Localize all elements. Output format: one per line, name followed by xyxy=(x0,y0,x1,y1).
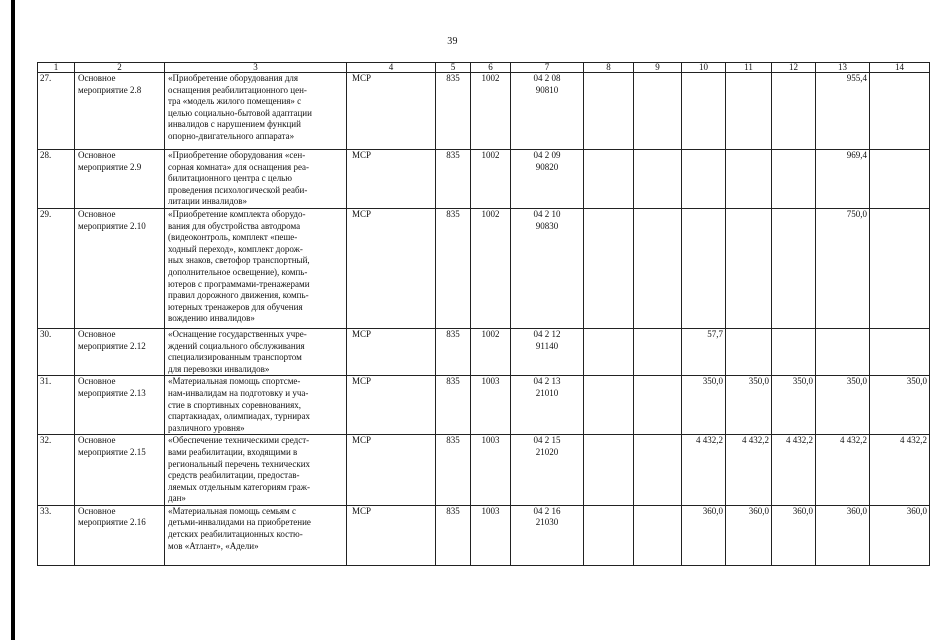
measure-title: «Оснащение государственных учре- ждений социального обслуживания специализированным транспортом для перевозки инвалидов» xyxy=(165,328,347,375)
value-col-12: 360,0 xyxy=(772,505,816,565)
column-header-3: 3 xyxy=(165,63,347,73)
value-col-12 xyxy=(772,328,816,375)
value-col-12 xyxy=(772,150,816,209)
value-col-11 xyxy=(726,73,772,150)
column-header-1: 1 xyxy=(38,63,75,73)
grbs-code: 835 xyxy=(436,435,471,506)
section-code: 1002 xyxy=(471,328,511,375)
target-article-code: 04 2 09 90820 xyxy=(511,150,584,209)
value-col-13: 750,0 xyxy=(816,208,870,328)
section-code: 1003 xyxy=(471,505,511,565)
value-col-13: 955,4 xyxy=(816,73,870,150)
table-row xyxy=(38,328,930,375)
grbs-code: 835 xyxy=(436,150,471,209)
value-col-12: 4 432,2 xyxy=(772,435,816,506)
executor: МСР xyxy=(347,73,436,150)
page-binding-edge xyxy=(11,0,15,640)
section-code: 1002 xyxy=(471,73,511,150)
value-col-13: 360,0 xyxy=(816,505,870,565)
value-col-12 xyxy=(772,208,816,328)
value-col-8 xyxy=(584,435,634,506)
grbs-code: 835 xyxy=(436,208,471,328)
value-col-10 xyxy=(682,208,726,328)
table-row xyxy=(38,435,930,506)
target-article-code: 04 2 15 21020 xyxy=(511,435,584,506)
value-col-9 xyxy=(634,208,682,328)
grbs-code: 835 xyxy=(436,73,471,150)
value-col-11 xyxy=(726,328,772,375)
executor: МСР xyxy=(347,505,436,565)
value-col-13: 969,4 xyxy=(816,150,870,209)
column-header-8: 8 xyxy=(584,63,634,73)
value-col-10 xyxy=(682,73,726,150)
value-col-9 xyxy=(634,376,682,435)
table-row xyxy=(38,150,930,209)
section-code: 1003 xyxy=(471,435,511,506)
table-row xyxy=(38,73,930,150)
measure-type: Основное мероприятие 2.9 xyxy=(75,150,165,209)
table-row xyxy=(38,208,930,328)
target-article-code: 04 2 13 21010 xyxy=(511,376,584,435)
column-header-11: 11 xyxy=(726,63,772,73)
row-number: 28. xyxy=(38,150,75,209)
row-number: 30. xyxy=(38,328,75,375)
program-measures-table xyxy=(37,62,930,566)
column-header-6: 6 xyxy=(471,63,511,73)
measure-type: Основное мероприятие 2.8 xyxy=(75,73,165,150)
executor: МСР xyxy=(347,208,436,328)
measure-title: «Материальная помощь спортсме- нам-инвалидам на подготовку и уча- стие в спортивных соревнованиях, спартакиадах, олимпиадах, турнирах различного уровня» xyxy=(165,376,347,435)
value-col-13: 350,0 xyxy=(816,376,870,435)
grbs-code: 835 xyxy=(436,376,471,435)
value-col-13 xyxy=(816,328,870,375)
value-col-10: 4 432,2 xyxy=(682,435,726,506)
row-number: 27. xyxy=(38,73,75,150)
value-col-9 xyxy=(634,505,682,565)
row-number: 29. xyxy=(38,208,75,328)
value-col-9 xyxy=(634,150,682,209)
page-number: 39 xyxy=(447,36,458,47)
value-col-8 xyxy=(584,376,634,435)
value-col-11: 360,0 xyxy=(726,505,772,565)
value-col-8 xyxy=(584,328,634,375)
value-col-9 xyxy=(634,73,682,150)
value-col-8 xyxy=(584,150,634,209)
measure-type: Основное мероприятие 2.13 xyxy=(75,376,165,435)
value-col-11 xyxy=(726,150,772,209)
measure-title: «Приобретение оборудования «сен- сорная комната» для оснащения реа- билитационного центра с целью проведения психологической реаби- литации инвалидов» xyxy=(165,150,347,209)
executor: МСР xyxy=(347,150,436,209)
grbs-code: 835 xyxy=(436,328,471,375)
measure-title: «Обеспечение техническими средст- вами реабилитации, входящими в региональный перечень технических средств реабилитации, предостав- ляемых отдельным категориям граж- дан» xyxy=(165,435,347,506)
value-col-12: 350,0 xyxy=(772,376,816,435)
row-number: 33. xyxy=(38,505,75,565)
value-col-14: 4 432,2 xyxy=(870,435,930,506)
column-header-13: 13 xyxy=(816,63,870,73)
target-article-code: 04 2 10 90830 xyxy=(511,208,584,328)
table-row xyxy=(38,505,930,565)
measure-type: Основное мероприятие 2.12 xyxy=(75,328,165,375)
section-code: 1002 xyxy=(471,150,511,209)
measure-title: «Приобретение комплекта оборудо- вания для обустройства автодрома (видеоконтроль, комплект «пеше- ходный переход», комплект дорож- ных знаков, светофор транспортный, дополнительное освещение), компь- ютеров с программами-тренажерами правил дорожного движения, компь- ютерных тренажеров для обучения вождению инвалидов» xyxy=(165,208,347,328)
executor: МСР xyxy=(347,328,436,375)
measure-type: Основное мероприятие 2.16 xyxy=(75,505,165,565)
value-col-9 xyxy=(634,328,682,375)
value-col-14 xyxy=(870,73,930,150)
column-header-12: 12 xyxy=(772,63,816,73)
value-col-11: 350,0 xyxy=(726,376,772,435)
value-col-12 xyxy=(772,73,816,150)
row-number: 32. xyxy=(38,435,75,506)
value-col-14 xyxy=(870,150,930,209)
value-col-10: 57,7 xyxy=(682,328,726,375)
target-article-code: 04 2 16 21030 xyxy=(511,505,584,565)
column-header-14: 14 xyxy=(870,63,930,73)
column-header-2: 2 xyxy=(75,63,165,73)
table-row xyxy=(38,376,930,435)
target-article-code: 04 2 12 91140 xyxy=(511,328,584,375)
column-header-4: 4 xyxy=(347,63,436,73)
column-header-7: 7 xyxy=(511,63,584,73)
measure-title: «Приобретение оборудования для оснащения реабилитационного цен- тра «модель жилого помещения» с целью социально-бытовой адаптации инвалидов с нарушением функций опорно-двигательного аппарата» xyxy=(165,73,347,150)
target-article-code: 04 2 08 90810 xyxy=(511,73,584,150)
value-col-8 xyxy=(584,73,634,150)
value-col-11: 4 432,2 xyxy=(726,435,772,506)
value-col-10: 360,0 xyxy=(682,505,726,565)
executor: МСР xyxy=(347,376,436,435)
column-header-5: 5 xyxy=(436,63,471,73)
value-col-14 xyxy=(870,328,930,375)
value-col-8 xyxy=(584,208,634,328)
row-number: 31. xyxy=(38,376,75,435)
column-header-10: 10 xyxy=(682,63,726,73)
section-code: 1003 xyxy=(471,376,511,435)
value-col-13: 4 432,2 xyxy=(816,435,870,506)
table-body xyxy=(38,73,930,566)
value-col-11 xyxy=(726,208,772,328)
value-col-10: 350,0 xyxy=(682,376,726,435)
value-col-8 xyxy=(584,505,634,565)
value-col-14 xyxy=(870,208,930,328)
value-col-9 xyxy=(634,435,682,506)
column-header-9: 9 xyxy=(634,63,682,73)
measure-type: Основное мероприятие 2.15 xyxy=(75,435,165,506)
executor: МСР xyxy=(347,435,436,506)
measure-title: «Материальная помощь семьям с детьми-инвалидами на приобретение детских реабилитационных костю- мов «Атлант», «Адели» xyxy=(165,505,347,565)
value-col-14: 360,0 xyxy=(870,505,930,565)
grbs-code: 835 xyxy=(436,505,471,565)
value-col-14: 350,0 xyxy=(870,376,930,435)
measure-type: Основное мероприятие 2.10 xyxy=(75,208,165,328)
column-number-row xyxy=(38,63,930,73)
section-code: 1002 xyxy=(471,208,511,328)
value-col-10 xyxy=(682,150,726,209)
